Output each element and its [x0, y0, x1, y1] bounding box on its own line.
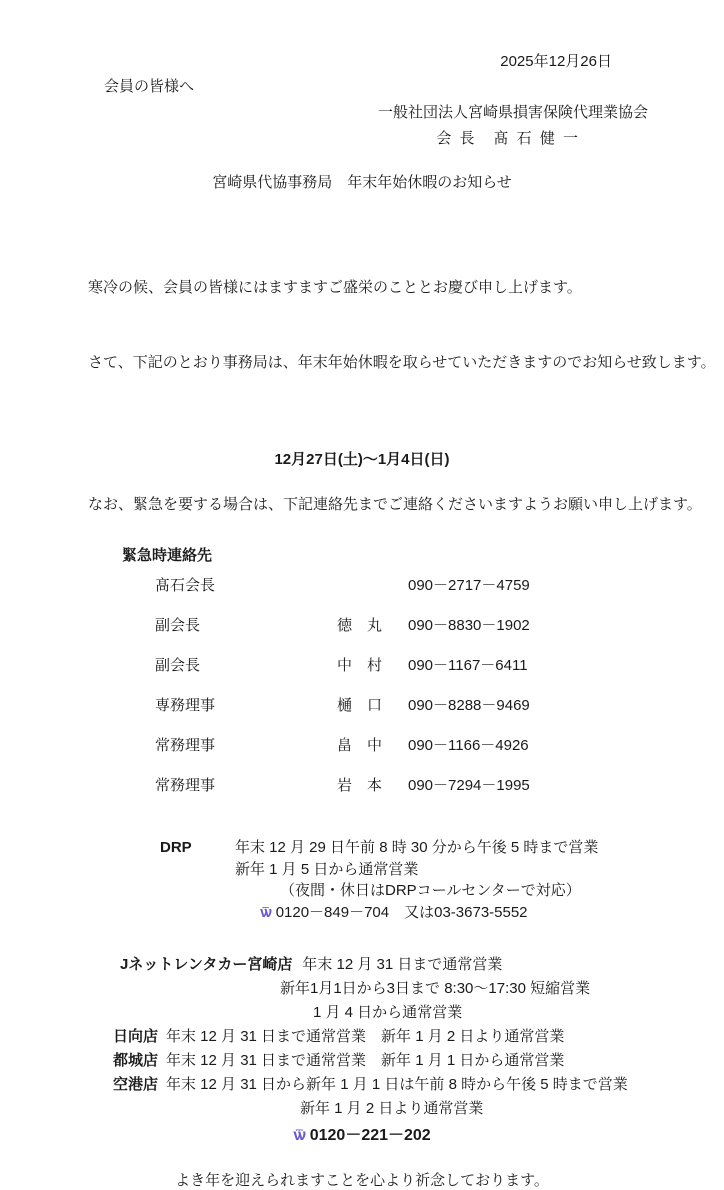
emergency-contacts-table	[155, 574, 724, 814]
contact-phone: 090－8288－9469	[408, 697, 530, 714]
drp-hours-yearend: 年末 12 月 29 日午前 8 時 30 分から午後 5 時まで営業	[235, 839, 599, 856]
branch-hours-list	[113, 1025, 724, 1121]
contact-name: 畠 中	[337, 737, 383, 754]
contact-name: 中 村	[337, 657, 383, 674]
branch-label-kuko: 空港店	[113, 1076, 159, 1093]
document-date: 2025年12月26日	[500, 53, 612, 70]
branch-hours: 年末 12 月 31 日から新年 1 月 1 日は午前 8 時から午後 5 時まで営業	[166, 1076, 628, 1093]
contact-phone: 090－8830－1902	[408, 617, 530, 634]
branch-row	[113, 1049, 724, 1073]
emergency-note: なお、緊急を要する場合は、下記連絡先までご連絡くださいますようお願い申し上げます。	[88, 496, 702, 513]
branch-row	[113, 1073, 724, 1097]
contact-role: 常務理事	[155, 777, 216, 794]
drp-label: DRP	[160, 839, 192, 856]
drp-callcenter-note: （夜間・休日はDRPコールセンターで対応）	[280, 882, 581, 899]
president-name: 会 長 髙 石 健 一	[436, 130, 580, 147]
holiday-period: 12月27日(土)～1月4日(日)	[274, 451, 450, 468]
page-title: 宮崎県代協事務局 年末年始休暇のお知らせ	[212, 174, 512, 191]
drp-line-1	[160, 837, 724, 859]
drp-section	[160, 837, 724, 923]
organization-name: 一般社団法人宮崎県損害保険代理業協会	[377, 104, 648, 121]
contact-name: 岩 本	[337, 777, 383, 794]
jnet-hours-shortened: 新年1月1日から3日まで 8:30～17:30 短縮営業	[280, 980, 591, 997]
contact-role: 常務理事	[155, 737, 216, 754]
contact-phone: 090－2717－4759	[408, 577, 530, 594]
branch-row	[113, 1025, 724, 1049]
branch-hours: 年末 12 月 31 日まで通常営業 新年 1 月 1 日から通常営業	[166, 1052, 565, 1069]
contact-role: 副会長	[155, 657, 201, 674]
jnet-phone-line	[0, 1122, 724, 1145]
drp-phone-number: 0120－849－704 又は03-3673-5552	[275, 903, 528, 921]
contact-role: 専務理事	[155, 697, 216, 714]
jnet-hours-yearend: 年末 12 月 31 日まで通常営業	[302, 956, 503, 973]
drp-hours-newyear: 新年 1 月 5 日から通常営業	[235, 860, 419, 878]
jnet-store-label: Jネットレンタカー宮崎店	[120, 956, 293, 973]
contact-phone: 090－7294－1995	[408, 777, 530, 794]
contact-phone: 090－1166－4926	[408, 737, 529, 754]
contact-name: 徳 丸	[337, 617, 383, 634]
branch-extra-line: 新年 1 月 2 日より通常営業	[300, 1100, 484, 1117]
greeting-line-2: さて、下記のとおり事務局は、年末年始休暇を取らせていただきますのでお知らせ致します。	[88, 354, 716, 371]
emergency-contacts-heading: 緊急時連絡先	[122, 547, 213, 564]
jnet-line-1	[120, 953, 724, 977]
freedial-icon: ѿ	[293, 1127, 306, 1144]
contact-phone: 090－1167－6411	[408, 657, 528, 674]
closing-message: よき年を迎えられますことを心より祈念しております。	[175, 1172, 549, 1189]
branch-label-hyuga: 日向店	[113, 1028, 159, 1045]
greeting-paragraph	[88, 225, 724, 425]
salutation: 会員の皆様へ	[104, 78, 195, 95]
branch-label-miyakonojo: 都城店	[113, 1052, 159, 1069]
jnet-phone-number: 0120－221－202	[309, 1127, 431, 1144]
contact-role: 髙石会長	[155, 577, 216, 594]
jnet-rentacar-section	[120, 953, 724, 1025]
drp-phone-line	[160, 902, 724, 924]
jnet-hours-normal: 1 月 4 日から通常営業	[313, 1004, 463, 1021]
branch-hours: 年末 12 月 31 日まで通常営業 新年 1 月 2 日より通常営業	[166, 1028, 565, 1045]
freedial-icon: ѿ	[260, 903, 272, 921]
contact-name: 樋 口	[337, 697, 383, 714]
contact-role: 副会長	[155, 617, 201, 634]
greeting-line-1: 寒冷の候、会員の皆様にはますますご盛栄のこととお慶び申し上げます。	[88, 279, 582, 296]
